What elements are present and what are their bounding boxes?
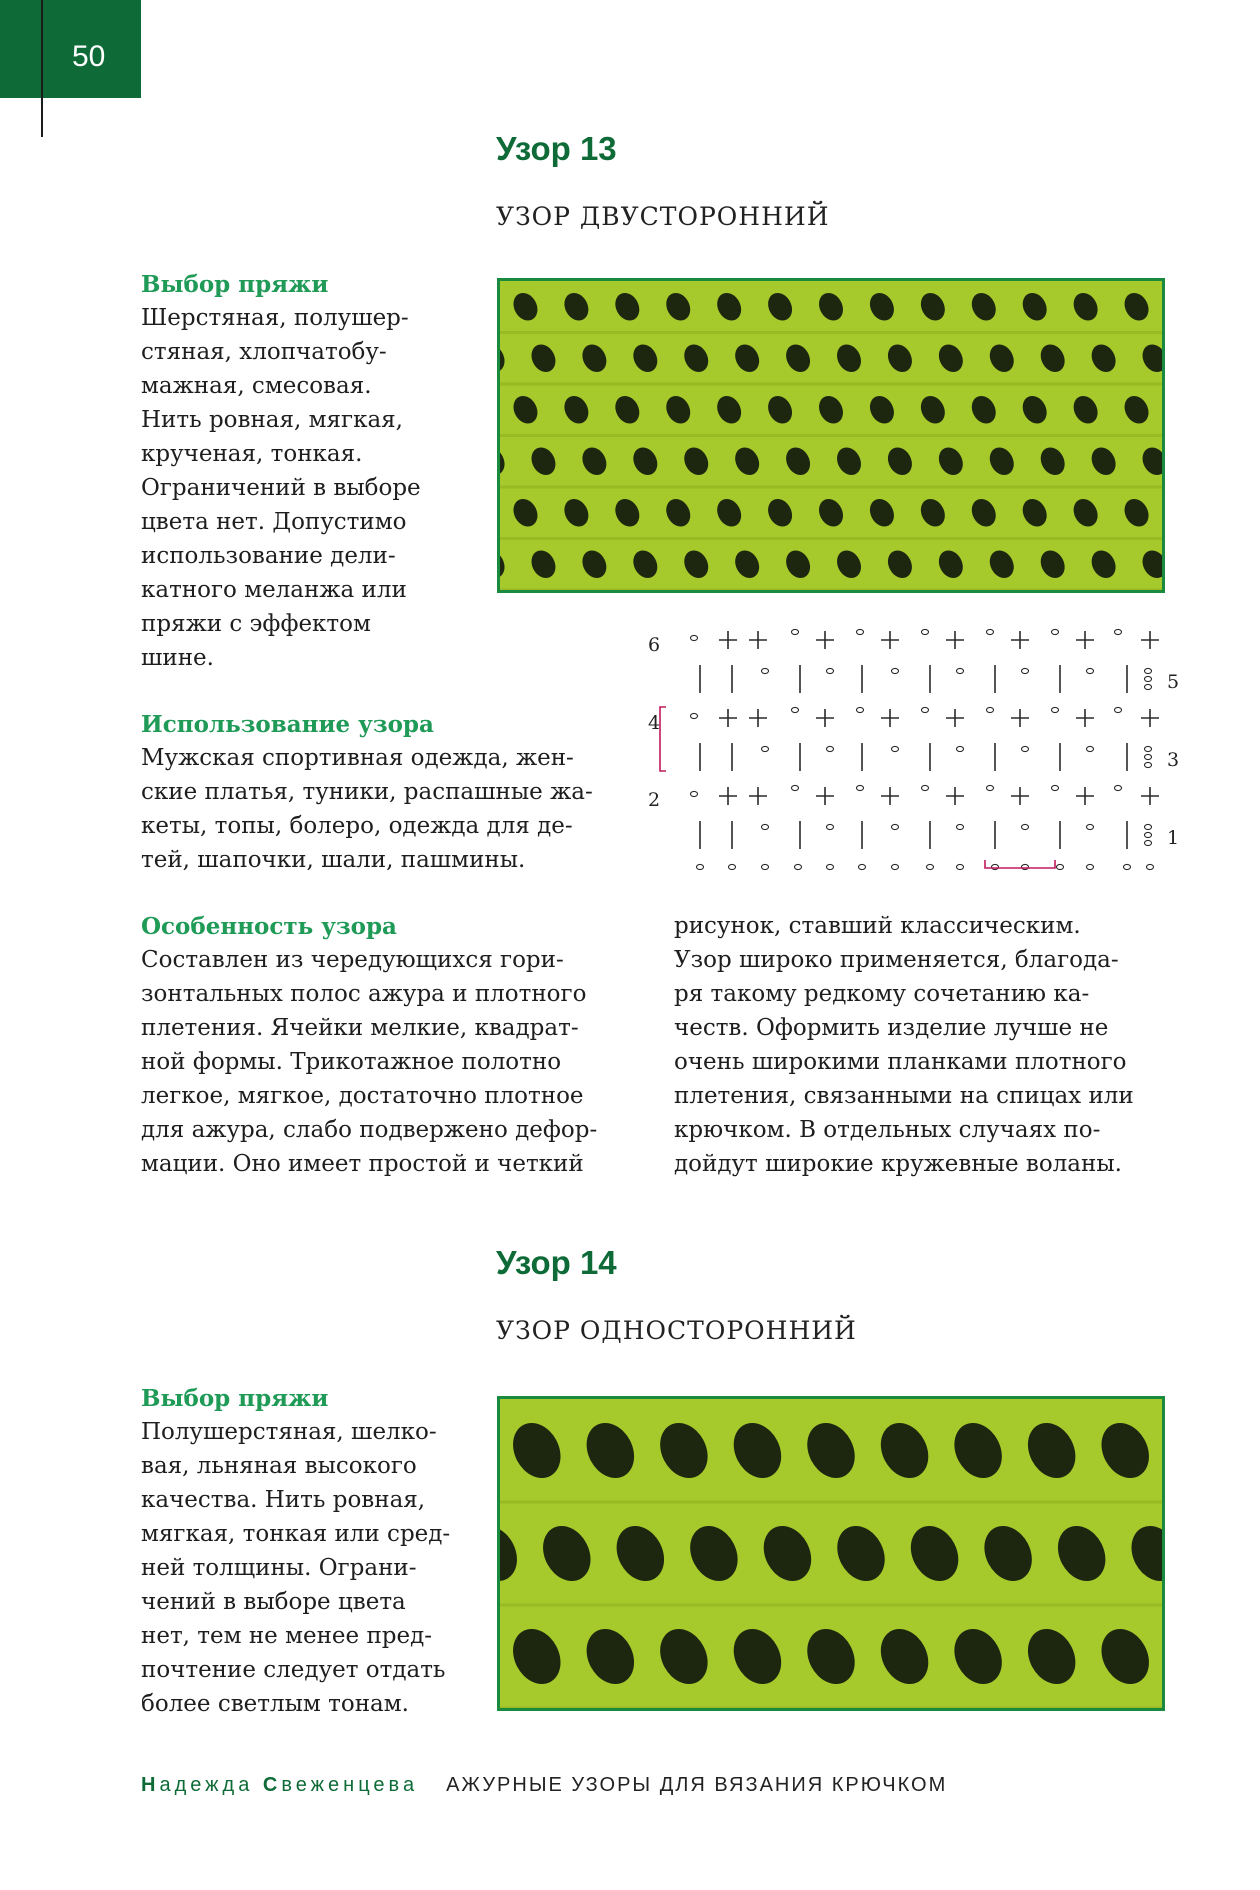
chain-stitch-symbol — [1145, 762, 1152, 767]
chain-stitch-symbol — [1115, 785, 1122, 790]
chain-stitch-symbol — [1115, 707, 1122, 712]
text-line: мации. Оно имеет простой и четкий — [141, 1151, 584, 1177]
text-line: качества. Нить ровная, — [141, 1487, 426, 1513]
author-initial: Н — [141, 1774, 160, 1796]
footer-author — [141, 1774, 418, 1796]
chain-stitch-symbol — [691, 791, 698, 796]
chain-stitch-symbol — [827, 824, 834, 829]
text-line: Нить ровная, мягкая, — [141, 407, 403, 433]
chain-stitch-symbol — [1087, 864, 1094, 869]
text-line: катного меланжа или — [141, 577, 407, 603]
stitch-diagram — [640, 620, 1200, 890]
chain-stitch-symbol — [987, 707, 994, 712]
pattern-14-subtitle: УЗОР ОДНОСТОРОННИЙ — [496, 1316, 857, 1345]
chain-stitch-symbol — [792, 629, 799, 634]
pattern-13-subtitle: УЗОР ДВУСТОРОННИЙ — [496, 202, 830, 231]
text-line: шине. — [141, 645, 214, 671]
row-number-label: 2 — [648, 789, 661, 811]
pattern-13-title: Узор 13 — [496, 130, 617, 167]
chain-stitch-symbol — [927, 864, 934, 869]
text-line: Полушерстяная, шелко- — [141, 1419, 437, 1445]
chain-stitch-symbol — [729, 864, 736, 869]
chain-stitch-symbol — [892, 668, 899, 673]
chain-stitch-symbol — [1145, 668, 1152, 673]
repeat-bracket — [660, 707, 666, 771]
text-line: вая, льняная высокого — [141, 1453, 417, 1479]
chain-stitch-symbol — [762, 864, 769, 869]
chain-stitch-symbol — [922, 707, 929, 712]
chain-stitch-symbol — [892, 746, 899, 751]
crochet-mesh-photo — [500, 281, 1162, 590]
pattern-13-feature-text-left — [141, 943, 597, 1181]
text-line: зонтальных полос ажура и плотного — [141, 981, 587, 1007]
text-line: дойдут широкие кружевные воланы. — [674, 1151, 1122, 1177]
chain-stitch-symbol — [795, 864, 802, 869]
margin-rule — [41, 0, 43, 137]
text-line: Ограничений в выборе — [141, 475, 421, 501]
chain-stitch-symbol — [792, 707, 799, 712]
chain-stitch-symbol — [1052, 707, 1059, 712]
chain-stitch-symbol — [957, 746, 964, 751]
text-line: тей, шапочки, шали, пашмины. — [141, 847, 526, 873]
text-line: ной формы. Трикотажное полотно — [141, 1049, 562, 1075]
chain-stitch-symbol — [762, 746, 769, 751]
chain-stitch-symbol — [1115, 629, 1122, 634]
text-line: для ажура, слабо подвержено дефор- — [141, 1117, 598, 1143]
text-line: более светлым тонам. — [141, 1691, 409, 1717]
text-line: ней толщины. Ограни- — [141, 1555, 417, 1581]
row-number-label: 6 — [648, 634, 661, 656]
text-line: очень широкими планками плотного — [674, 1049, 1127, 1075]
chain-stitch-symbol — [1147, 864, 1154, 869]
pattern-14-yarn-heading: Выбор пряжи — [141, 1385, 329, 1412]
chain-stitch-symbol — [922, 629, 929, 634]
row-number-label: 5 — [1167, 671, 1180, 693]
chain-stitch-symbol — [1145, 754, 1152, 759]
chain-stitch-symbol — [691, 713, 698, 718]
chain-stitch-symbol — [922, 785, 929, 790]
chain-stitch-symbol — [1145, 832, 1152, 837]
row-number-label: 3 — [1167, 749, 1180, 771]
chain-stitch-symbol — [1145, 824, 1152, 829]
page-number: 50 — [72, 40, 106, 73]
chain-stitch-symbol — [859, 864, 866, 869]
page-number-tab — [0, 0, 141, 98]
page-footer — [141, 1774, 947, 1797]
text-line: рисунок, ставший классическим. — [674, 913, 1081, 939]
text-line: цвета нет. Допустимо — [141, 509, 407, 535]
text-line: почтение следует отдать — [141, 1657, 446, 1683]
chain-stitch-symbol — [1052, 785, 1059, 790]
chain-stitch-symbol — [1022, 668, 1029, 673]
chain-stitch-symbol — [1145, 746, 1152, 751]
chain-stitch-symbol — [1087, 668, 1094, 673]
text-line: легкое, мягкое, достаточно плотное — [141, 1083, 584, 1109]
chain-stitch-symbol — [957, 864, 964, 869]
pattern-13-yarn-heading: Выбор пряжи — [141, 271, 329, 298]
chain-stitch-symbol — [957, 668, 964, 673]
author-last-initial: С — [262, 1774, 282, 1796]
chain-stitch-symbol — [1087, 824, 1094, 829]
chain-stitch-symbol — [892, 824, 899, 829]
chain-stitch-symbol — [1145, 676, 1152, 681]
chain-stitch-symbol — [762, 668, 769, 673]
pattern-13-usage-text — [141, 741, 593, 877]
text-line: Мужская спортивная одежда, жен- — [141, 745, 574, 771]
row-number-label: 4 — [648, 712, 661, 734]
chain-stitch-symbol — [857, 629, 864, 634]
chain-stitch-symbol — [762, 824, 769, 829]
footer-book-title: АЖУРНЫЕ УЗОРЫ ДЛЯ ВЯЗАНИЯ КРЮЧКОМ — [446, 1774, 948, 1796]
pattern-13-feature-text-right — [674, 909, 1134, 1181]
text-line: использование дели- — [141, 543, 396, 569]
pattern-13-yarn-text — [141, 301, 421, 675]
chain-stitch-symbol — [857, 785, 864, 790]
chain-stitch-symbol — [992, 864, 999, 869]
text-line: плетения. Ячейки мелкие, квадрат- — [141, 1015, 579, 1041]
pattern-13-usage-heading: Использование узора — [141, 711, 434, 738]
chain-stitch-symbol — [1145, 684, 1152, 689]
chain-stitch-symbol — [987, 785, 994, 790]
chain-stitch-symbol — [957, 824, 964, 829]
pattern-13-chart — [640, 620, 1200, 890]
pattern-14-photo — [497, 1396, 1165, 1711]
chain-stitch-symbol — [792, 785, 799, 790]
chain-stitch-symbol — [827, 864, 834, 869]
text-line: пряжи с эффектом — [141, 611, 371, 637]
row-number-label: 1 — [1167, 827, 1180, 849]
pattern-13-feature-heading: Особенность узора — [141, 913, 397, 940]
pattern-13-photo — [497, 278, 1165, 593]
text-line: крученая, тонкая. — [141, 441, 363, 467]
chain-stitch-symbol — [987, 629, 994, 634]
crochet-mesh-photo — [500, 1399, 1162, 1708]
chain-stitch-symbol — [1124, 864, 1131, 869]
text-line: нет, тем не менее пред- — [141, 1623, 433, 1649]
chain-stitch-symbol — [1052, 629, 1059, 634]
text-line: ря такому редкому сочетанию ка- — [674, 981, 1090, 1007]
author-last-name: веженцева — [281, 1774, 419, 1796]
chain-stitch-symbol — [892, 864, 899, 869]
author-first-name: адежда — [159, 1774, 254, 1796]
text-line: мягкая, тонкая или сред- — [141, 1521, 451, 1547]
pattern-14-title: Узор 14 — [496, 1244, 617, 1281]
text-line: Составлен из чередующихся гори- — [141, 947, 564, 973]
chain-stitch-symbol — [691, 635, 698, 640]
text-line: плетения, связанными на спицах или — [674, 1083, 1134, 1109]
text-line: Шерстяная, полушер- — [141, 305, 409, 331]
text-line: ские платья, туники, распашные жа- — [141, 779, 593, 805]
chain-stitch-symbol — [697, 864, 704, 869]
text-line: стяная, хлопчатобу- — [141, 339, 387, 365]
chain-stitch-symbol — [827, 746, 834, 751]
text-line: Узор широко применяется, благода- — [674, 947, 1119, 973]
chain-stitch-symbol — [1022, 746, 1029, 751]
chain-stitch-symbol — [857, 707, 864, 712]
chain-stitch-symbol — [1057, 864, 1064, 869]
chain-stitch-symbol — [1087, 746, 1094, 751]
text-line: честв. Оформить изделие лучше не — [674, 1015, 1109, 1041]
chain-stitch-symbol — [827, 668, 834, 673]
chain-stitch-symbol — [1145, 840, 1152, 845]
chain-stitch-symbol — [1022, 824, 1029, 829]
text-line: мажная, смесовая. — [141, 373, 372, 399]
text-line: чений в выборе цвета — [141, 1589, 406, 1615]
chain-stitch-symbol — [1022, 864, 1029, 869]
text-line: крючком. В отдельных случаях по- — [674, 1117, 1101, 1143]
text-line: кеты, топы, болеро, одежда для де- — [141, 813, 573, 839]
pattern-14-yarn-text — [141, 1415, 450, 1721]
